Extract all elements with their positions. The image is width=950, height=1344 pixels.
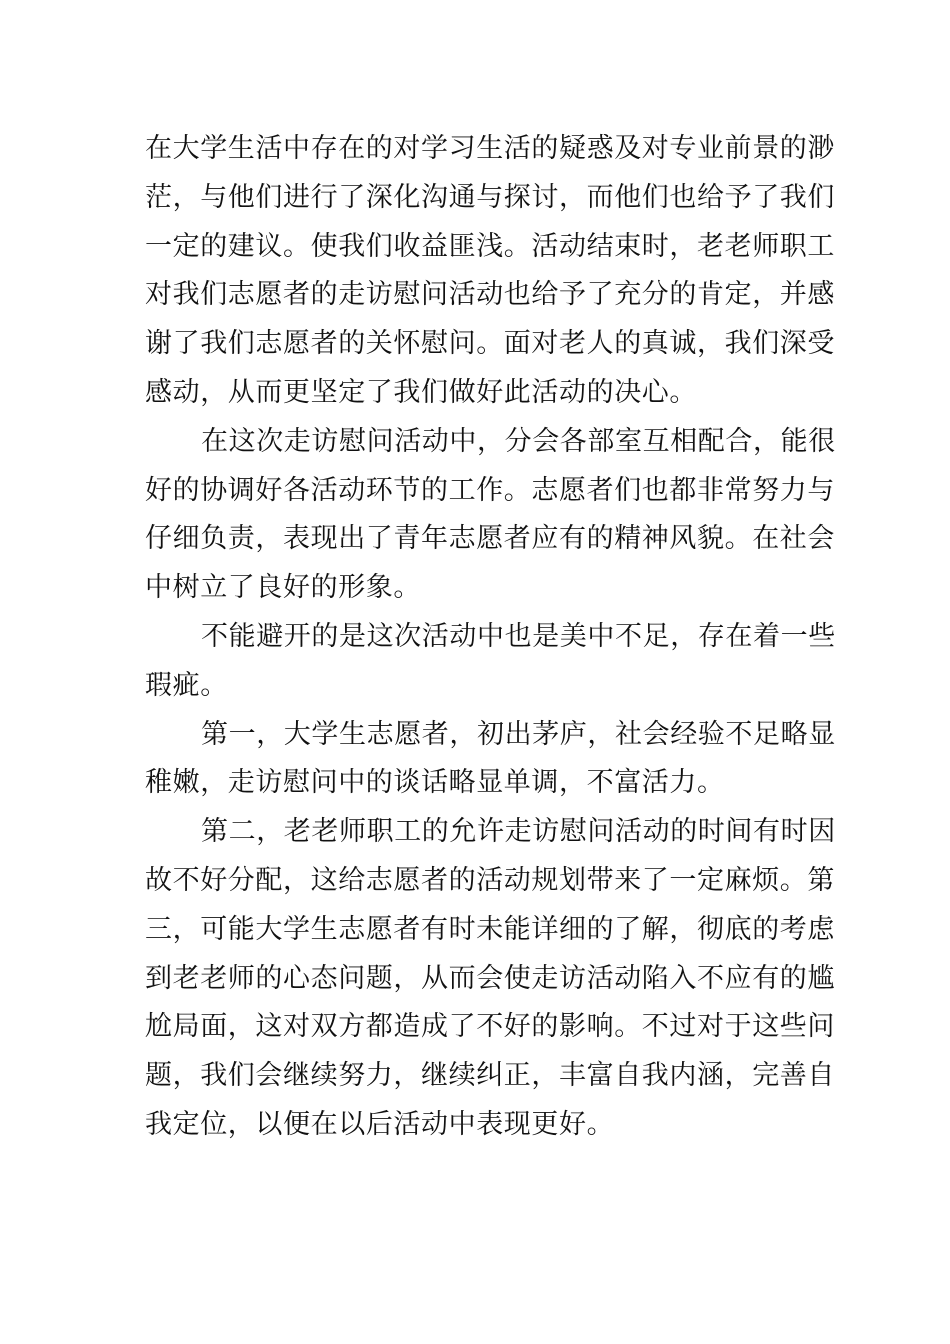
text-line: 故不好分配，这给志愿者的活动规划带来了一定麻烦。第 [145, 864, 835, 896]
text-line: 在大学生活中存在的对学习生活的疑惑及对专业前景的渺 [145, 133, 835, 164]
text-line: 到老老师的心态问题，从而会使走访活动陷入不应有的尴 [145, 962, 835, 994]
text-line: 谢了我们志愿者的关怀慰问。面对老人的真诚，我们深受 [145, 328, 835, 360]
text-line: 仔细负责，表现出了青年志愿者应有的精神风貌。在社会 [145, 523, 835, 555]
text-line: 三，可能大学生志愿者有时未能详细的了解，彻底的考虑 [145, 913, 835, 945]
text-line: 对我们志愿者的走访慰问活动也给予了充分的肯定，并感 [145, 279, 835, 311]
text-line: 我定位，以便在以后活动中表现更好。 [145, 1108, 615, 1140]
text-line: 感动，从而更坚定了我们做好此活动的决心。 [145, 376, 697, 408]
paragraph-start-line: 在这次走访慰问活动中，分会各部室互相配合，能很 [201, 425, 836, 457]
text-line: 一定的建议。使我们收益匪浅。活动结束时，老老师职工 [145, 230, 835, 262]
body-text [145, 125, 836, 1150]
text-line: 茫，与他们进行了深化沟通与探讨，而他们也给予了我们 [145, 181, 835, 213]
paragraph-start-line: 第二，老老师职工的允许走访慰问活动的时间有时因 [201, 816, 836, 848]
text-line: 瑕疵。 [145, 669, 228, 701]
text-line: 好的协调好各活动环节的工作。志愿者们也都非常努力与 [145, 474, 835, 506]
text-line: 题，我们会继续努力，继续纠正，丰富自我内涵，完善自 [145, 1060, 835, 1092]
paragraph-start-line: 第一，大学生志愿者，初出茅庐，社会经验不足略显 [201, 718, 836, 750]
text-line: 尬局面，这对双方都造成了不好的影响。不过对于这些问 [145, 1011, 835, 1043]
paragraph-start-line: 不能避开的是这次活动中也是美中不足，存在着一些 [201, 620, 836, 652]
text-line: 稚嫩，走访慰问中的谈话略显单调，不富活力。 [145, 767, 725, 799]
text-line: 中树立了良好的形象。 [145, 572, 421, 604]
